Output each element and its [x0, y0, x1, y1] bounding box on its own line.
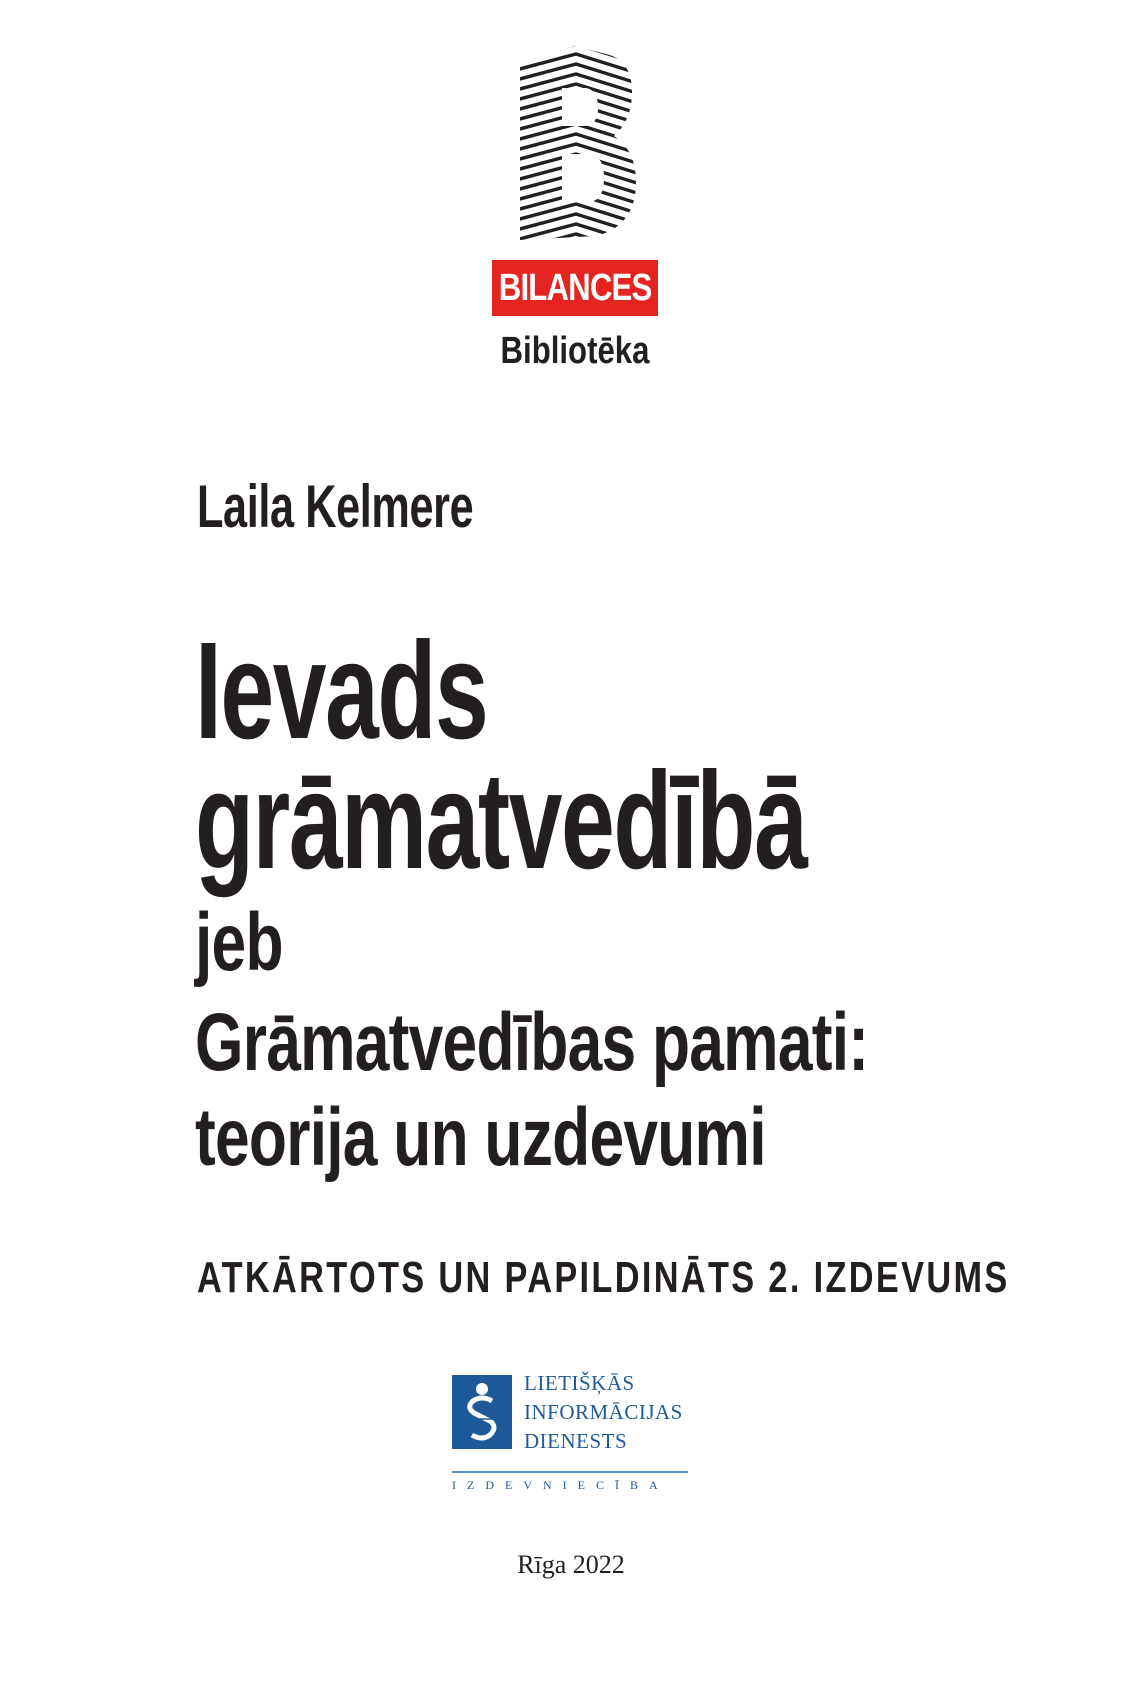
title-line-5: teorija un uzdevumi — [195, 1092, 766, 1183]
title-line-2: grāmatvedībā — [195, 744, 807, 898]
publisher-divider — [452, 1471, 688, 1473]
publisher-line-2: INFORMĀCIJAS — [524, 1400, 683, 1424]
publisher-line-3: DIENESTS — [524, 1429, 628, 1453]
title-line-4: Grāmatvedības pamati: — [195, 997, 869, 1088]
publisher-logo — [452, 1371, 692, 1505]
series-red-label: BILANCES — [498, 266, 652, 309]
publisher-line-1: LIETIŠĶĀS — [524, 1371, 635, 1395]
place-year: Rīga 2022 — [517, 1550, 625, 1579]
title-line-3: jeb — [195, 897, 283, 988]
series-sub-label: Bibliotēka — [500, 330, 650, 372]
title-line-1: Ievads — [195, 614, 488, 768]
striped-b-icon — [516, 46, 638, 240]
series-red-label-box — [492, 260, 658, 316]
author-name: Laila Kelmere — [197, 473, 474, 540]
publisher-square — [452, 1375, 512, 1449]
publisher-name — [524, 1369, 683, 1456]
series-logo — [470, 40, 670, 390]
publisher-tagline: IZDEVNIECĪBA — [452, 1478, 669, 1492]
edition-note: ATKĀRTOTS UN PAPILDINĀTS 2. IZDEVUMS — [197, 1253, 1010, 1302]
lid-s-icon — [452, 1375, 512, 1449]
